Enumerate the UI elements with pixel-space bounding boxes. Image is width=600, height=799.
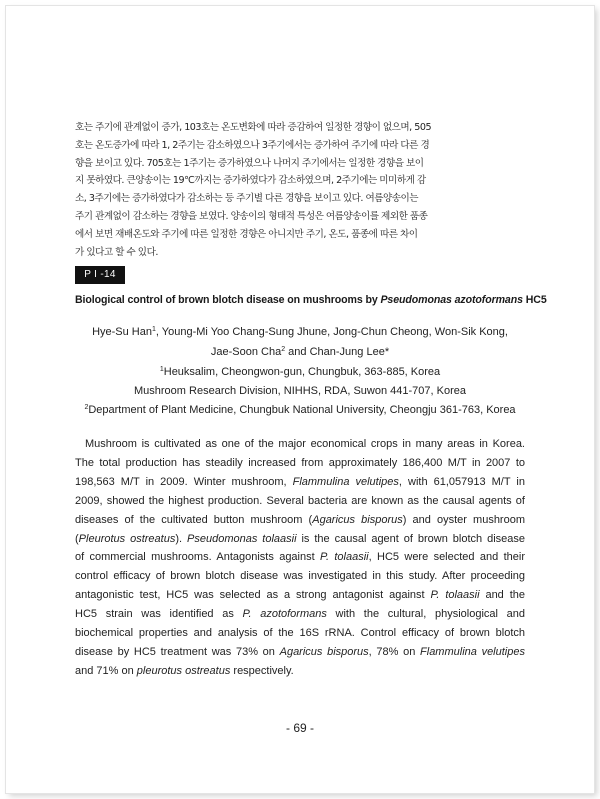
abstract-text: 2009, showed the highest production. Several bacteria are known as the causal agents of [75, 494, 525, 507]
korean-line: 호는 온도증가에 따라 1, 2주기는 감소하였으나 3주기에서는 증가하여 주기에 따라 다른 경 [75, 139, 430, 151]
species-name: Pleurotus ostreatus [78, 532, 176, 545]
affiliation-marker: 1 [159, 366, 164, 373]
abstract-text: , 78% on [368, 645, 421, 658]
abstract-text: ). [175, 532, 188, 545]
abstract-text: control efficacy of brown blotch disease was investigated in this study. After proceeding [75, 570, 525, 583]
species-name: pleurotus ostreatus [136, 664, 231, 677]
abstract-text: ( [75, 532, 79, 545]
abstract-text: HC5 strain was identified as [75, 608, 243, 621]
abstract-line [75, 473, 525, 492]
abstract-line [75, 530, 525, 549]
abstract-line [75, 586, 525, 605]
abstract-line [75, 492, 525, 511]
abstract-line [75, 454, 525, 473]
author-name: Jae-Soon Cha [210, 346, 282, 358]
abstract-text: disease by HC5 treatment was 73% on [75, 645, 280, 658]
species-name: P. tolaasii [320, 551, 369, 564]
species-name: Flammulina velutipes [420, 645, 525, 658]
abstract-line [75, 548, 525, 567]
abstract-text: , with 61,057913 M/T in [398, 475, 525, 488]
abstract-text: ) and oyster mushroom [402, 513, 525, 526]
species-name: P. tolaasii [430, 589, 480, 602]
abstract-text: respectively. [230, 664, 294, 677]
korean-line: 향을 보이고 있다. 705호는 1주기는 증가하였으나 나머지 주기에서는 일정한 경향을 보이 [75, 157, 424, 169]
abstract-line [75, 662, 525, 681]
abstract-text: with the cultural, physiological and [326, 608, 525, 621]
korean-line: 소, 3주기에는 증가하였다가 감소하는 등 주기별 다른 경향을 보이고 있다. 여름양송이는 [75, 193, 419, 205]
species-name: Agaricus bisporus [279, 645, 369, 658]
abstract [75, 435, 525, 681]
abstract-text: biochemical properties and analysis of the 16S rRNA. Control efficacy of brown blotch [75, 627, 525, 640]
poster-id-badge: P I -14 [75, 266, 125, 284]
title-strain: HC5 [522, 294, 547, 306]
affiliation-text: Department of Plant Medicine, Chungbuk National University, Cheongju 361-763, Korea [88, 404, 516, 416]
author-names: , Young-Mi Yoo Chang-Sung Jhune, Jong-Chun Cheong, Won-Sik Kong, [155, 326, 508, 338]
species-name: Agaricus bisporus [312, 513, 403, 526]
page-number: - 69 - [285, 721, 314, 735]
affiliation-1 [60, 366, 540, 378]
abstract-text: , HC5 were selected and their [368, 551, 525, 564]
abstract-line [75, 605, 525, 624]
affiliation-marker: 2 [84, 404, 89, 411]
korean-line: 가 있다고 할 수 있다. [75, 246, 158, 258]
korean-line: 에서 보면 재배온도와 주기에 따른 일정한 경향은 아니지만 주기, 온도, 품종에 따른 차이 [75, 228, 418, 240]
affiliation-text: Mushroom Research Division, NIHHS, RDA, Suwon 441-707, Korea [134, 385, 466, 397]
paper-title [75, 294, 545, 306]
affiliation-2 [60, 385, 540, 397]
author-list-line-2 [60, 346, 540, 358]
abstract-text: The total production has steadily increased from approximately 186,400 M/T in 2007 to [75, 456, 525, 469]
abstract-line [75, 511, 525, 530]
abstract-line [75, 624, 525, 643]
affiliation-marker: 2 [281, 346, 286, 353]
abstract-text: is the causal agent of brown blotch disease [296, 532, 526, 545]
species-name: P. azotoformans [242, 608, 327, 621]
affiliation-marker: 1 [151, 326, 156, 333]
title-species: Pseudomonas azotoformans [380, 294, 523, 306]
korean-line: 호는 주기에 관계없이 증가, 103호는 온도변화에 따라 증감하여 일정한 경향이 없으며, 505 [75, 122, 432, 133]
abstract-line [75, 435, 525, 454]
abstract-text: diseases of the cultivated button mushroom ( [75, 513, 313, 526]
korean-paragraph [75, 119, 525, 261]
abstract-text: Mushroom is cultivated as one of the major economical crops in many areas in Korea. [85, 438, 525, 450]
abstract-text: 198,563 M/T in 2009. Winter mushroom, [75, 475, 293, 488]
species-name: Flammulina velutipes [292, 475, 399, 488]
korean-line: 지 못하였다. 큰양송이는 19℃까지는 증가하였다가 감소하였으며, 2주기에는 미미하게 감 [75, 175, 426, 187]
abstract-text: and 71% on [75, 664, 137, 677]
abstract-text: antagonistic test, HC5 was selected as a strong antagonist against [75, 589, 431, 602]
korean-line: 주기 관계없이 감소하는 경향을 보였다. 양송이의 형태적 특성은 여름양송이를 제외한 품종 [75, 210, 428, 222]
abstract-line [75, 567, 525, 586]
abstract-text: of commercial mushrooms. Antagonists against [75, 551, 321, 564]
affiliation-text: Heuksalim, Cheongwon-gun, Chungbuk, 363-885, Korea [163, 366, 441, 378]
abstract-text: and the [479, 589, 525, 602]
author-name: Hye-Su Han [92, 326, 152, 338]
species-name: Pseudomonas tolaasii [187, 532, 297, 545]
author-list-line-1 [60, 326, 540, 338]
title-text: Biological control of brown blotch disease on mushrooms by [75, 294, 381, 306]
author-names: and Chan-Jung Lee* [285, 346, 390, 358]
affiliation-3 [60, 404, 540, 416]
abstract-line [75, 643, 525, 662]
